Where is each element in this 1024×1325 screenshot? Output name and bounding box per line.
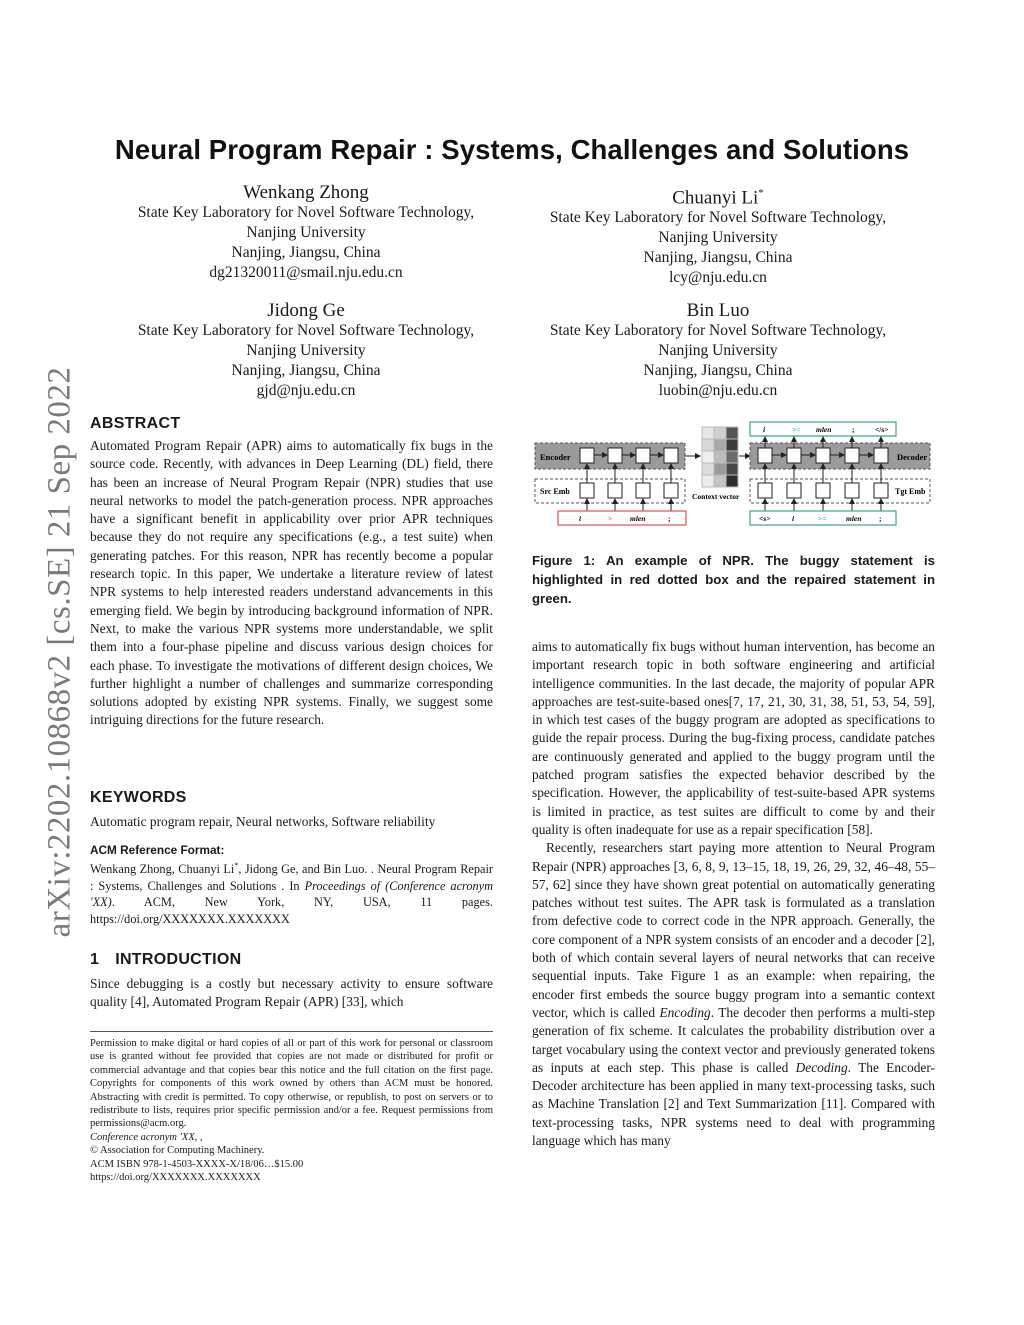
keywords-text: Automatic program repair, Neural networks, Software reliability — [90, 814, 436, 829]
decoder-input-token: mlen — [846, 514, 862, 523]
paper-title: Neural Program Repair : Systems, Challenges and Solutions — [114, 134, 910, 165]
abstract-text: Automated Program Repair (APR) aims to automatically fix bugs in the source code. Recently, with advances in Deep Learning (DL) field, there has been an increase of Neural Program Repair (NPR) studies that use neural networks to model the patch-generation process. NPR approaches have a significant benefit in applicability over prior APR techniques because they do not require any specifications (e.g., a test suite) when generating patches. For this reason, NPR has recently become a popular research topic. In this paper, We undertake a literature review of latest NPR systems to help interested readers understand advancements in this emerging field. We begin by introducing background information of NPR. Next, to make the various NPR systems more understandable, we split them into a four-phase pipeline and discuss various design choices for each phase. To investigate the motivations of different design choices, We further highlight a number of challenges and summarize corresponding solutions adopted by existing NPR systems. Finally, we suggest some intriguing directions for the future research. — [90, 438, 493, 728]
arxiv-stamp — [0, 0, 78, 938]
introduction-text-left: Since debugging is a costly but necessary activity to ensure software quality [4], Automated Program Repair (APR) [33], which — [90, 976, 493, 1010]
output-token: </s> — [875, 425, 889, 434]
author-affiliation: Nanjing University — [246, 224, 366, 241]
introduction-heading: 1 INTRODUCTION — [90, 951, 242, 968]
decoding-term: Decoding — [795, 1059, 848, 1075]
context-vector-label: Context vector — [692, 492, 740, 501]
proceedings-name: Proceedings of (Conference acronym 'XX) — [90, 878, 493, 910]
decoder-input-token: <s> — [759, 514, 771, 523]
buggy-token: i — [579, 514, 582, 523]
acm-reference-section — [90, 843, 493, 927]
author-name: Bin Luo — [686, 300, 750, 321]
acm-reference-text: Wenkang Zhong, Chuanyi Li*, Jidong Ge, and Bin Luo. . Neural Program Repair : Systems, Challenges and Solutions . In Proceedings of (Conference acronym 'XX). ACM, New York, NY, USA, 11 pages. https://doi.org/XXXXXXX.XXXXXXX — [90, 861, 493, 926]
author-location: Nanjing, Jiangsu, China — [231, 362, 381, 379]
introduction-text-right — [532, 638, 935, 1150]
author-block — [106, 299, 506, 401]
copyright-line: © Association for Computing Machinery. — [90, 1145, 265, 1157]
doi-line[interactable]: https://doi.org/XXXXXXX.XXXXXXX — [90, 1172, 261, 1184]
output-token: >= — [792, 425, 801, 434]
decoder-input-token: ; — [879, 514, 882, 523]
output-token: i — [763, 425, 766, 434]
npr-diagram — [532, 419, 935, 531]
isbn-line: ACM ISBN 978-1-4503-XXXX-X/18/06…$15.00 — [90, 1158, 304, 1170]
decoder-input-token: i — [792, 514, 795, 523]
tgt-emb-label: Tgt Emb — [895, 487, 926, 496]
introduction-section — [90, 951, 493, 1012]
buggy-token: > — [608, 514, 613, 523]
author-name: Chuanyi Li* — [672, 187, 764, 209]
footnote-divider — [90, 1031, 493, 1032]
author-location: Nanjing, Jiangsu, China — [643, 249, 793, 267]
author-block — [518, 299, 918, 401]
permission-text: Permission to make digital or hard copies of all or part of this work for personal or classroom use is granted without fee provided that copies are not made or distributed for profit or commercial advantage and that copies bear this notice and the full citation on the first page. Copyrights for components of this work owned by others than ACM must be honored. Abstracting with credit is permitted. To copy otherwise, or republish, to post on servers or to redistribute to lists, requires prior specific permission and/or a fee. Request permissions from permissions@acm.org. — [90, 1038, 493, 1130]
author-affiliation: State Key Laboratory for Novel Software Technology, — [137, 204, 475, 221]
intro-paragraph-2: Recently, researchers start paying more attention to Neural Program Repair (NPR) approaches [3, 6, 8, 9, 13–15, 18, 19, 26, 29, 32, 46–48, 55–57, 62] since they have shown great potential on automatically generating patches without test suites. The APR task is formulated as a translation from defective code to correct code in the NPR approach. Generally, the core component of a NPR system consists of an encoder and a decoder [2], both of which contain several layers of neural networks that can receive sequential inputs. Take Figure 1 as an example: when repairing, the encoder first embeds the source buggy program into a semantic context vector, which is called Encoding. The decoder then performs a multi-step generation of fix scheme. It calculates the probability distribution over a target vocabulary using the context vector and previously generated tokens as inputs at each step. This phase is called Decoding. The Encoder-Decoder architecture has been applied in many text-processing tasks, such as Machine Translation [2] and Text Summarization [11]. Compared with text-processing tasks, NPR systems need to deal with programming language which has many — [532, 840, 936, 1149]
output-token: ; — [852, 425, 855, 434]
author-block — [106, 181, 506, 283]
buggy-token: mlen — [630, 514, 646, 523]
decoder-label: Decoder — [897, 452, 928, 462]
src-emb-label: Src Emb — [540, 487, 570, 496]
intro-paragraph-1: aims to automatically fix bugs without human intervention, has become an important research topic in both software engineering and artificial intelligence communities. In the last decade, the majority of popular APR approaches are test-suite-based ones[7, 17, 21, 30, 31, 38, 51, 53, 54, 59], in which test cases of the buggy program are adopted as specifications to guide the repair process. During the bug-fixing process, candidate patches are continuously generated and applied to the buggy program until the patched program satisfies the expected behavior described by the specification. However, the applicability of test-suite-based APR systems is limited in practice, as test suites are difficult to come by and their quality is often inadequate for use as a repair specification [58]. — [532, 639, 935, 837]
abstract-heading: ABSTRACT — [90, 415, 181, 432]
keywords-heading: KEYWORDS — [90, 789, 187, 806]
author-affiliation: Nanjing University — [246, 342, 366, 359]
author-email[interactable]: gjd@nju.edu.cn — [256, 382, 356, 399]
figure-caption: Figure 1: An example of NPR. The buggy statement is highlighted in red dotted box and the repaired statement in green. — [532, 553, 935, 606]
author-block — [518, 181, 918, 288]
output-token: mlen — [816, 425, 832, 434]
permission-notice — [90, 1037, 493, 1184]
author-name: Wenkang Zhong — [243, 182, 369, 203]
author-affiliation: Nanjing University — [658, 229, 778, 247]
author-affiliation: State Key Laboratory for Novel Software Technology, — [137, 322, 475, 339]
keywords-section — [90, 789, 493, 831]
author-email[interactable]: luobin@nju.edu.cn — [658, 382, 778, 399]
abstract-section — [90, 415, 493, 730]
author-location: Nanjing, Jiangsu, China — [231, 244, 381, 261]
author-email[interactable]: lcy@nju.edu.cn — [669, 269, 767, 287]
author-email[interactable]: dg21320011@smail.nju.edu.cn — [209, 264, 403, 281]
conference-acronym: Conference acronym 'XX, , — [90, 1131, 203, 1143]
author-name: Jidong Ge — [267, 300, 345, 321]
acm-reference-heading: ACM Reference Format: — [90, 843, 225, 857]
corresponding-mark: * — [758, 187, 764, 199]
author-affiliation: State Key Laboratory for Novel Software Technology, — [549, 322, 887, 339]
encoder-label: Encoder — [540, 452, 571, 462]
figure-1 — [532, 419, 935, 531]
author-location: Nanjing, Jiangsu, China — [643, 362, 793, 379]
buggy-token: ; — [668, 514, 671, 523]
author-affiliation: State Key Laboratory for Novel Software Technology, — [549, 209, 887, 227]
decoder-input-token: >= — [818, 514, 827, 523]
author-affiliation: Nanjing University — [658, 342, 778, 359]
context-vector — [702, 427, 738, 487]
arxiv-id: arXiv:2202.10868v2 [cs.SE] 21 Sep 2022 — [41, 366, 78, 938]
buggy-statement-box — [558, 511, 686, 525]
encoding-term: Encoding — [659, 1004, 711, 1020]
